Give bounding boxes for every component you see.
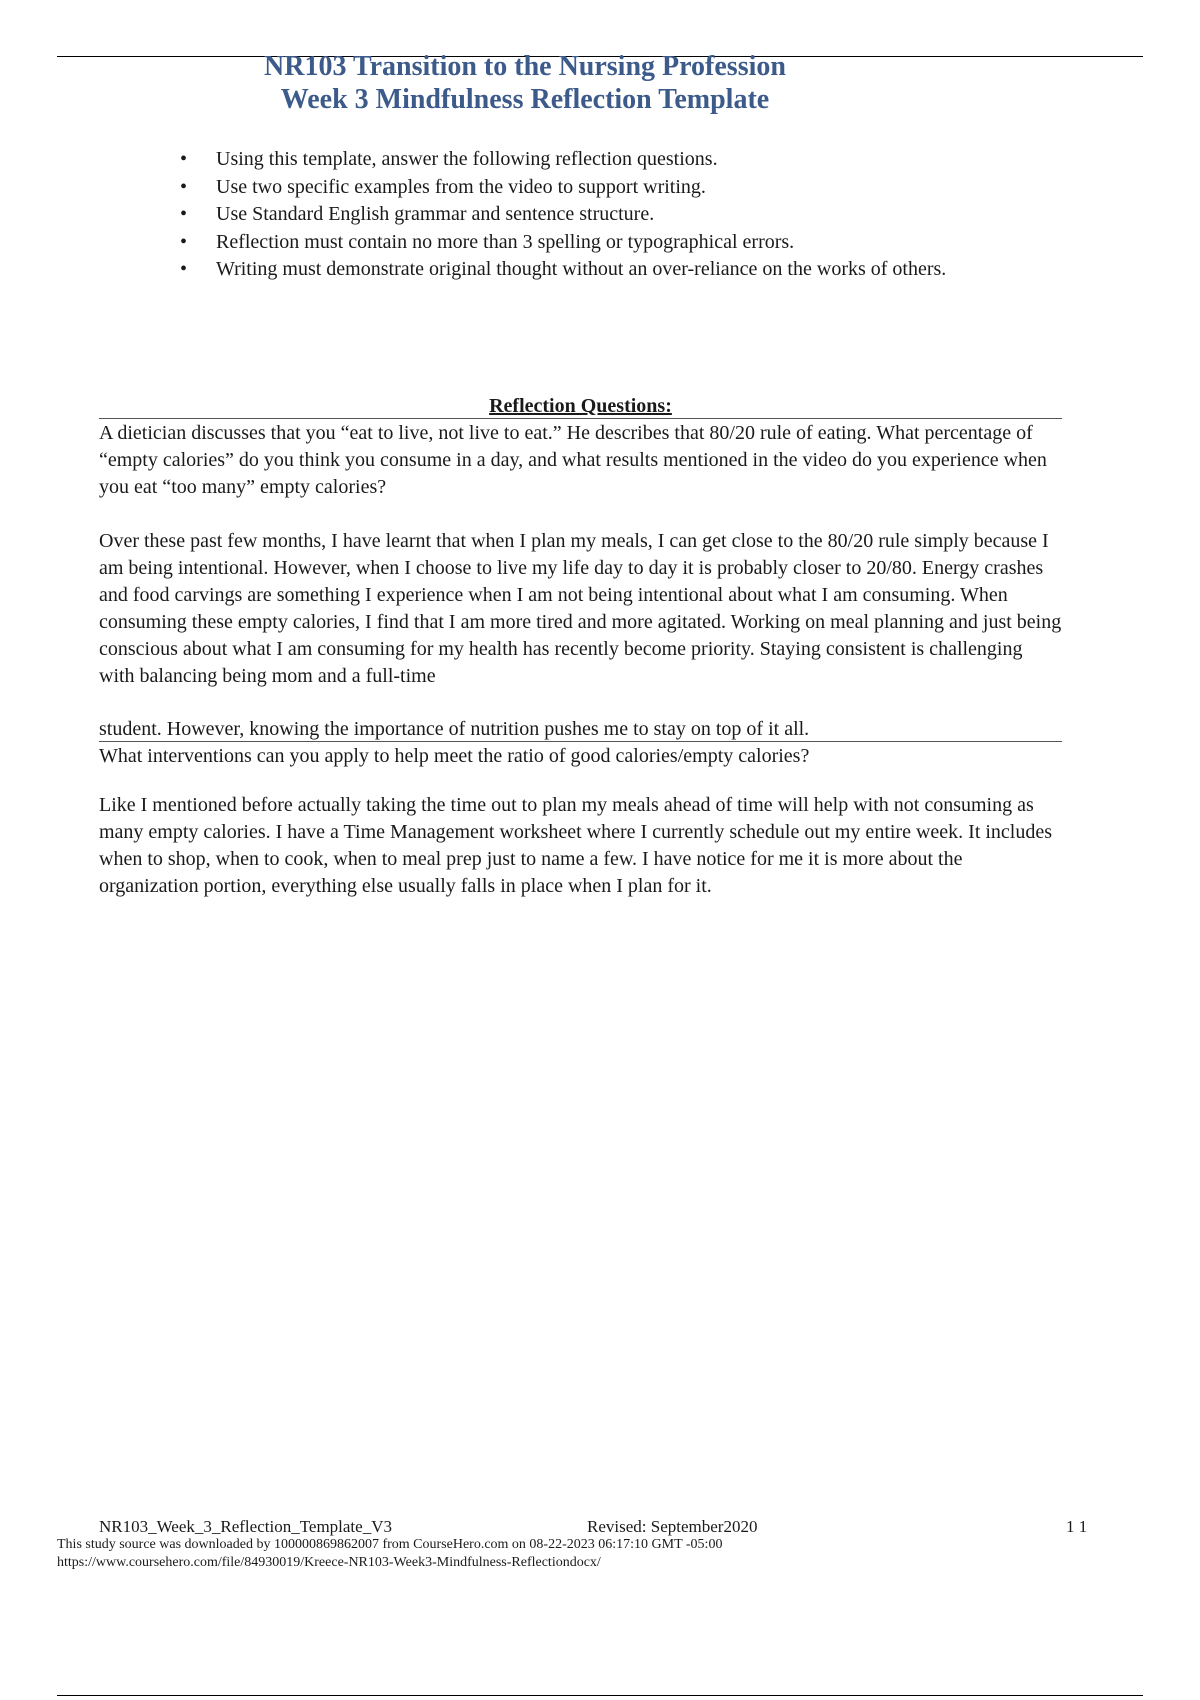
footer-filename: NR103_Week_3_Reflection_Template_V3 <box>99 1517 392 1536</box>
answer-1-last-line: student. However, knowing the importance of nutrition pushes me to stay on top of it all. <box>99 718 810 740</box>
page-footer <box>0 1516 1200 1538</box>
question-2: What interventions can you apply to help meet the ratio of good calories/empty calories? <box>99 745 810 767</box>
footer-revised: Revised: September2020 <box>587 1517 758 1536</box>
footer-page-number: 1 1 <box>1066 1517 1088 1536</box>
answer-1: Over these past few months, I have learnt that when I plan my meals, I can get close to the 80/20 rule simply because I am being intentional. However, when I choose to live my life day to day it is probably closer to 20/80. Energy crashes and food carvings are something I experience when I am not being intentional about what I am consuming. When consuming these empty calories, I find that I am more tired and more agitated. Working on meal planning and just being conscious about what I am consuming for my health has recently become priority. Staying consistent is challenging with balancing being mom and a full-time <box>99 530 1062 687</box>
section-heading: Reflection Questions: <box>489 395 672 417</box>
instructions-list <box>180 146 1080 284</box>
bottom-border-line <box>57 1695 1143 1696</box>
document-subtitle: Week 3 Mindfulness Reflection Template <box>280 84 770 115</box>
divider-line <box>99 418 1062 419</box>
instruction-item: • Reflection must contain no more than 3 spelling or typographical errors. <box>180 229 1080 257</box>
instruction-item: • Using this template, answer the following reflection questions. <box>180 146 1080 174</box>
source-notice: This study source was downloaded by 100000869862007 from CourseHero.com on 08-22-2023 06:17:10 GMT -05:00 <box>57 1537 723 1552</box>
answer-2: Like I mentioned before actually taking the time out to plan my meals ahead of time will help with not consuming as many empty calories. I have a Time Management worksheet where I currently schedule out my entire week. It includes when to shop, when to cook, when to meal prep just to name a few. I have notice for me it is more about the organization portion, everything else usually falls in place when I plan for it. <box>99 794 1053 897</box>
instruction-item: • Use two specific examples from the video to support writing. <box>180 174 1080 202</box>
source-url: https://www.coursehero.com/file/84930019/Kreece-NR103-Week3-Mindfulness-Reflectiondocx/ <box>57 1555 601 1570</box>
instruction-item: • Writing must demonstrate original thought without an over-reliance on the works of others. <box>180 256 1080 284</box>
question-1: A dietician discusses that you “eat to live, not live to eat.” He describes that 80/20 rule of eating. What percentage of “empty calories” do you think you consume in a day, and what results mentioned in the video do you experience when you eat “too many” empty calories? <box>99 422 1047 498</box>
document-title: NR103 Transition to the Nursing Profession <box>264 51 786 82</box>
instruction-item: • Use Standard English grammar and sentence structure. <box>180 201 1080 229</box>
divider-line <box>99 741 1062 742</box>
